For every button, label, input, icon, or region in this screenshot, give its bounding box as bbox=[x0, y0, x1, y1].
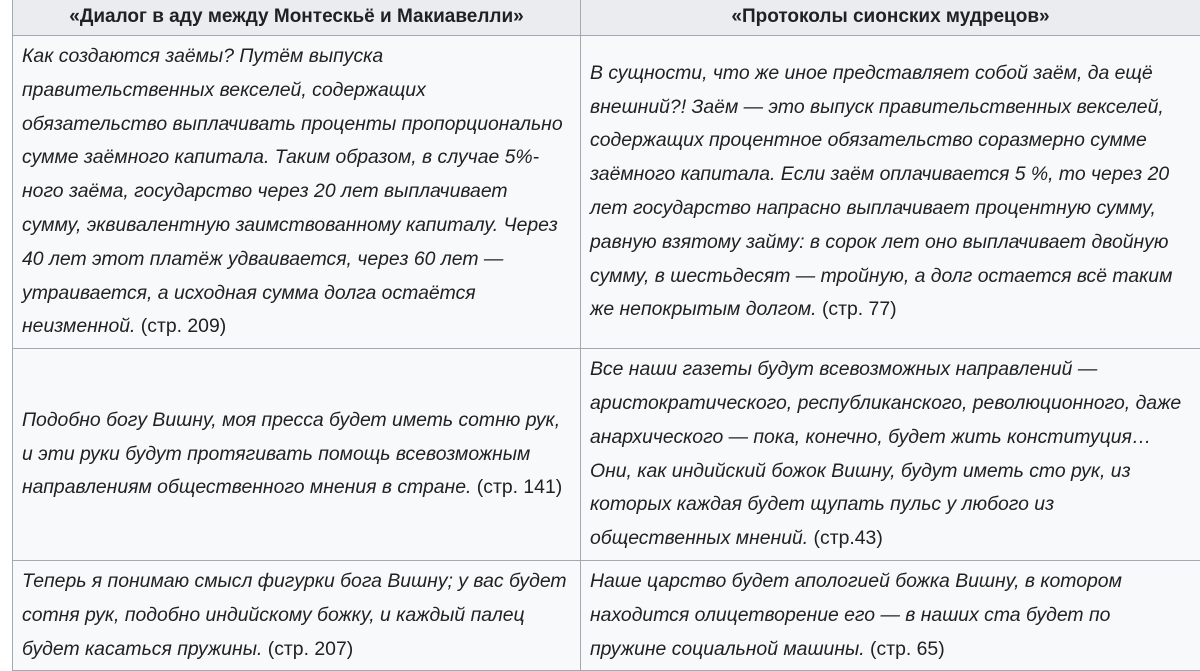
table-row bbox=[13, 560, 1200, 670]
column-header-protocols: «Протоколы сионских мудрецов» bbox=[581, 0, 1200, 36]
quote-text: Все наши газеты будут всевозможных направлений — аристократического, республиканского, революционного, даже анархического — пока, конечно, будет жить конституция… Они, как индийский божок Вишну, будут иметь сто рук, из которых каждая будет щупать пульс у любого из общественных мнений. bbox=[590, 358, 1181, 549]
page-reference: (стр. 209) bbox=[135, 315, 226, 337]
quote-text: В сущности, что же иное представляет собой заём, да ещё внешний?! Заём — это выпуск правительственных векселей, содержащих процентное обязательство соразмерно сумме заёмного капитала. Если заём оплачивается 5 %, то через 20 лет государство напрасно выплачивает процентную сумму, равную взятому займу: в сорок лет оно выплачивает двойную сумму, в шестьдесят — тройную, а долг остается всё таким же непокрытым долгом. bbox=[590, 62, 1172, 321]
header-row bbox=[13, 0, 1200, 36]
table-cell-protocols bbox=[581, 349, 1200, 561]
page-reference: (стр. 65) bbox=[865, 638, 945, 660]
page-reference: (стр.43) bbox=[808, 527, 883, 549]
table-row bbox=[13, 36, 1200, 349]
table-cell-dialogue bbox=[13, 36, 581, 349]
table-cell-protocols bbox=[581, 560, 1200, 670]
quote-text: Подобно богу Вишну, моя пресса будет иметь сотню рук, и эти руки будут протягивать помощь всевозможным направлениям общественного мнения в стране. bbox=[22, 409, 560, 499]
table-row bbox=[13, 349, 1200, 561]
quote-text: Теперь я понимаю смысл фигурки бога Вишну; у вас будет сотня рук, подобно индийскому божку, и каждый палец будет касаться пружины. bbox=[22, 570, 567, 660]
quote-text: Как создаются заёмы? Путём выпуска правительственных векселей, содержащих обязательство выплачивать проценты пропорционально сумме заёмного капитала. Таким образом, в случае 5%-ного заёма, государство через 20 лет выплачивает сумму, эквивалентную заимствованному капиталу. Через 40 лет этот платёж удваивается, через 60 лет — утраивается, а исходная сумма долга остаётся неизменной. bbox=[22, 45, 563, 337]
page-reference: (стр. 141) bbox=[471, 476, 562, 498]
column-header-dialogue: «Диалог в аду между Монтескьё и Макиавелли» bbox=[13, 0, 581, 36]
page-reference: (стр. 207) bbox=[262, 638, 353, 660]
quote-text: Наше царство будет апологией божка Вишну, в котором находится олицетворение его — в наших ста будет по пружине социальной машины. bbox=[590, 570, 1122, 660]
table-cell-dialogue bbox=[13, 349, 581, 561]
table-cell-dialogue bbox=[13, 560, 581, 670]
page-reference: (стр. 77) bbox=[817, 298, 897, 320]
comparison-table bbox=[12, 0, 1200, 671]
table-cell-protocols bbox=[581, 36, 1200, 349]
